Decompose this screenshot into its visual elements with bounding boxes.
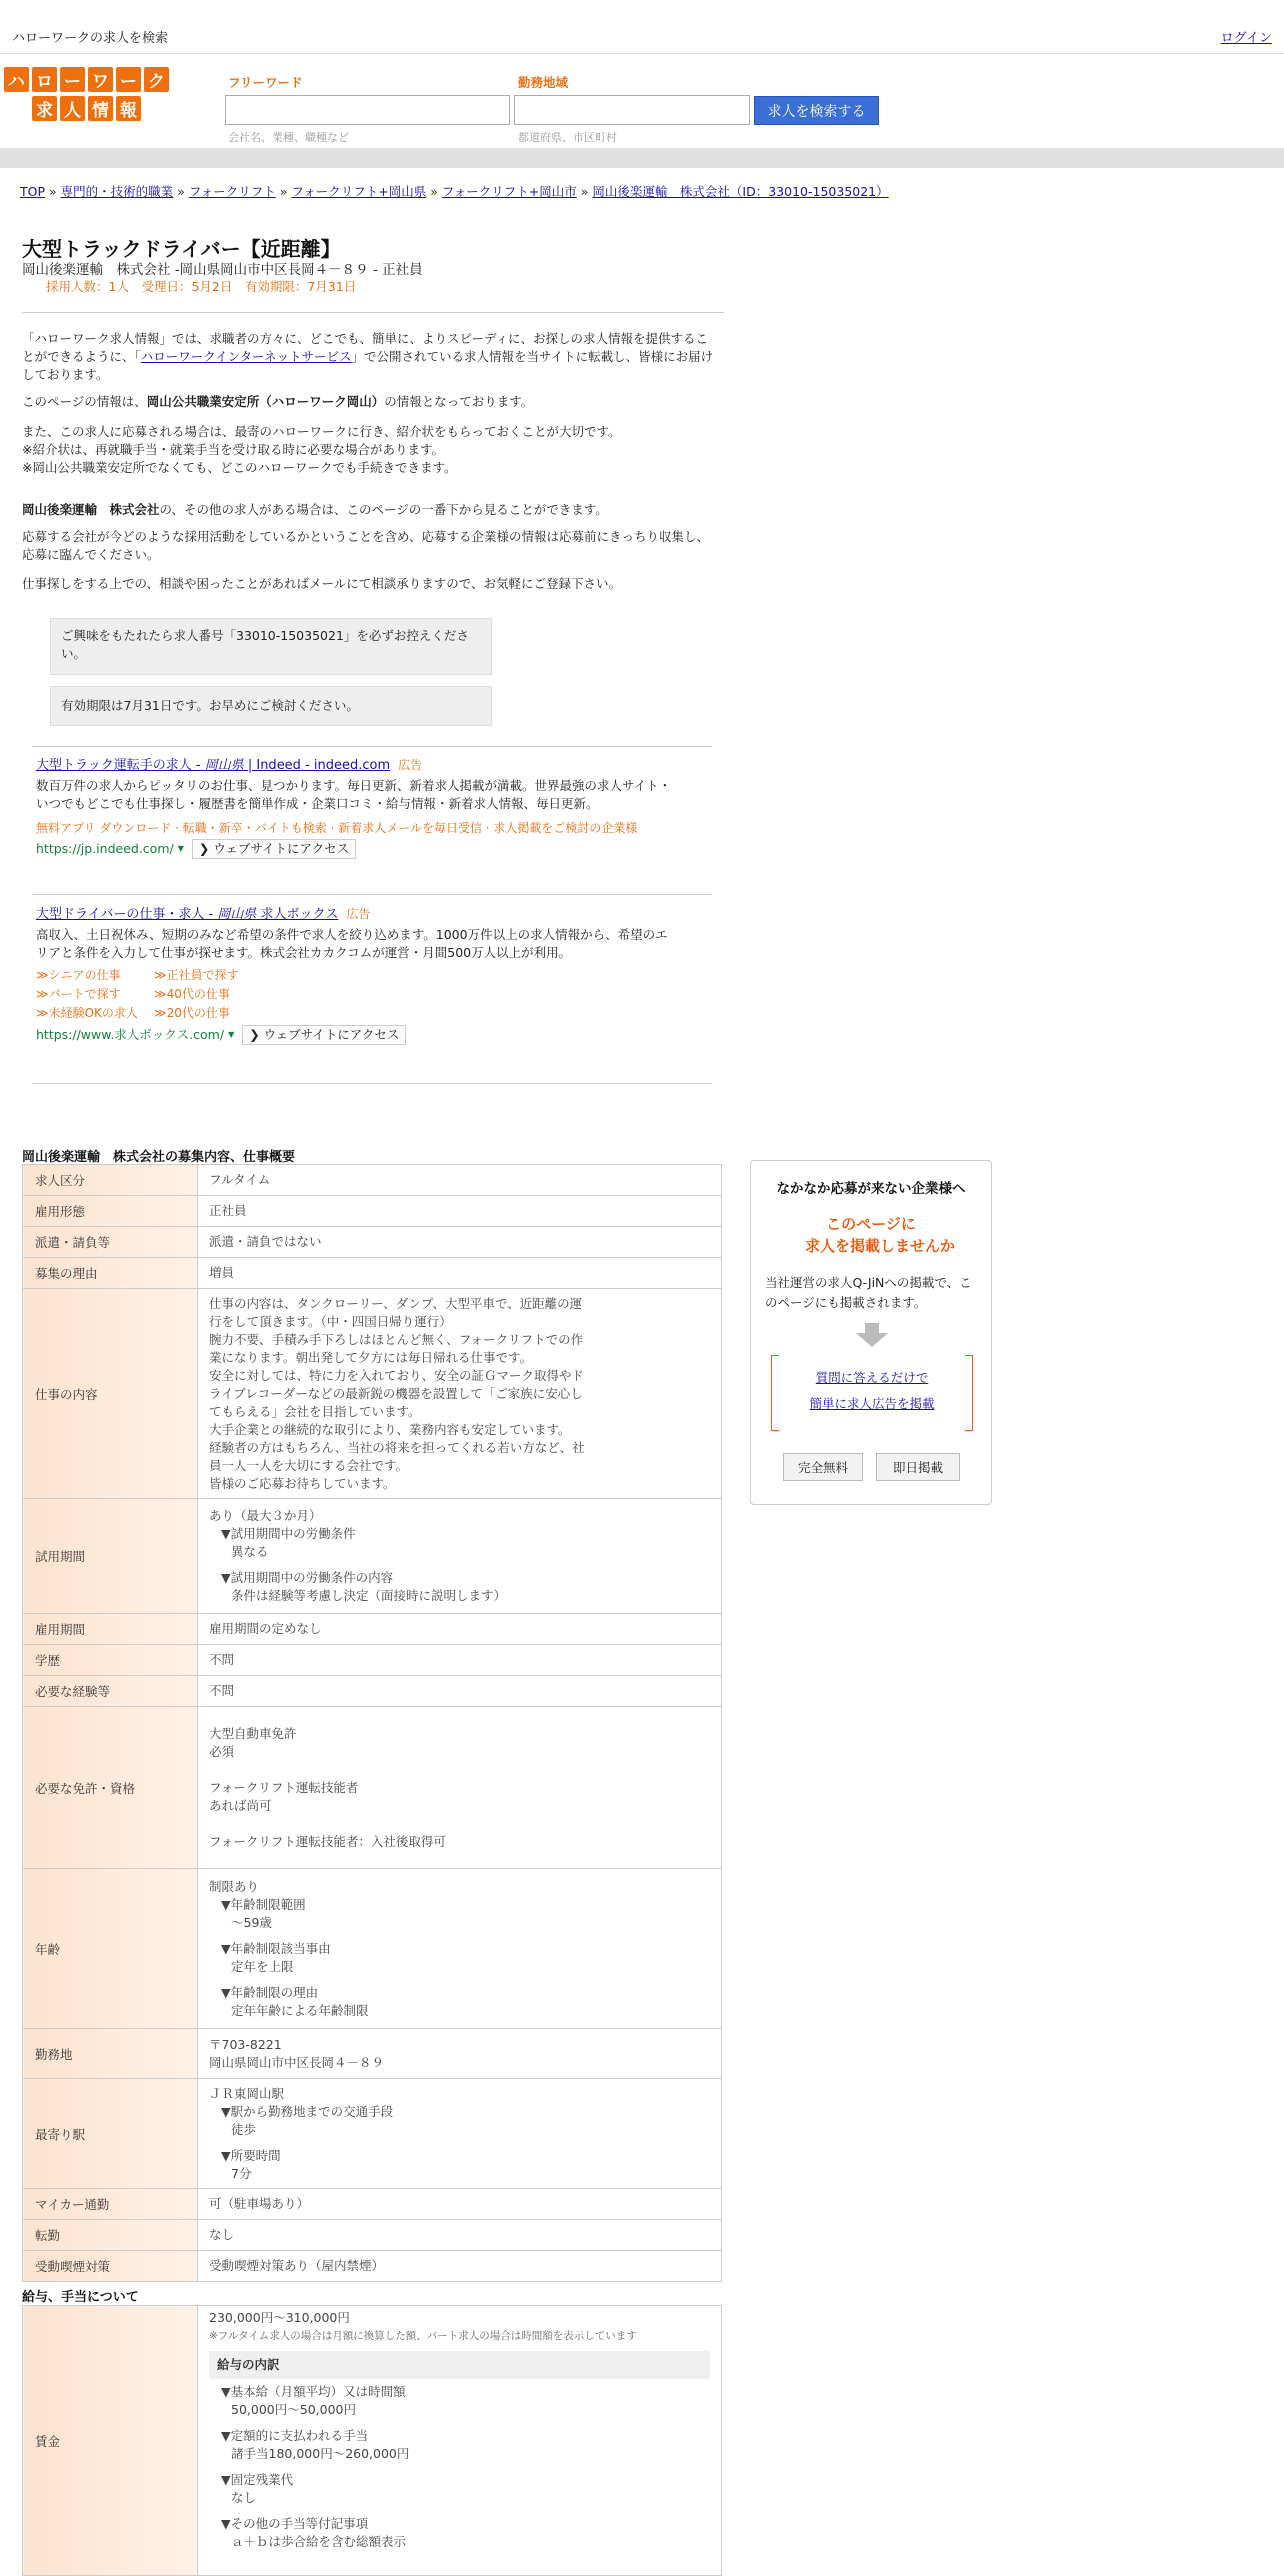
ad-sitelink[interactable]: ≫パートで探す bbox=[36, 987, 121, 1001]
freeword-input[interactable] bbox=[225, 95, 510, 125]
salary-note: ※フルタイム求人の場合は月額に換算した額、パート求人の場合は時間額を表示しています bbox=[209, 2330, 637, 2342]
table-row bbox=[23, 1707, 722, 1869]
search-button[interactable]: 求人を検索する bbox=[754, 96, 879, 125]
hellowork-internet-service-link[interactable]: ハローワークインターネットサービス bbox=[140, 349, 352, 364]
table-row bbox=[23, 1227, 722, 1258]
logo-char: ー bbox=[116, 67, 141, 92]
header-divider bbox=[0, 148, 1284, 168]
breadcrumb-link[interactable]: TOP bbox=[20, 184, 46, 199]
table-row bbox=[23, 1499, 722, 1614]
side-ad-links bbox=[771, 1355, 973, 1431]
row-label: 賃金 bbox=[23, 2306, 198, 2576]
ad-sitelinks[interactable]: 無料アプリ ダウンロード · 転職・新卒・バイトも検索 · 新着求人メールを毎日受信 · 求人掲載をご検討の企業様 bbox=[36, 821, 638, 835]
row-label: 募集の理由 bbox=[23, 1258, 198, 1289]
logo-char: 情 bbox=[88, 96, 113, 121]
ad-sitelink[interactable]: ≫シニアの仕事 bbox=[36, 968, 121, 982]
ad-sitelink[interactable]: ≫正社員で探す bbox=[154, 968, 239, 982]
breadcrumb: TOP » 専門的・技術的職業 » フォークリフト » フォークリフト+岡山県 » フォークリフト+岡山市 » 岡山後楽運輸 株式会社（ID：33010-15035021） bbox=[20, 184, 889, 199]
table-row bbox=[23, 1645, 722, 1676]
row-label: 受動喫煙対策 bbox=[23, 2251, 198, 2282]
logo-char: 求 bbox=[32, 96, 57, 121]
ad-badge: 広告 bbox=[346, 907, 371, 921]
table-row bbox=[23, 2306, 722, 2576]
table-row bbox=[23, 2189, 722, 2220]
login-link[interactable]: ログイン bbox=[1220, 31, 1272, 46]
table-row bbox=[23, 1165, 722, 1196]
job-number-notice: ご興味をもたれたら求人番号「33010-15035021」を必ずお控えください。 bbox=[50, 618, 492, 675]
salary-breakdown-header: 給与の内訳 bbox=[209, 2351, 710, 2379]
ad-url[interactable]: https://www.求人ボックス.com/ bbox=[36, 1027, 225, 1042]
row-label: マイカー通勤 bbox=[23, 2189, 198, 2220]
logo-char: ハ bbox=[4, 67, 29, 92]
ad-description: 数百万件の求人からピッタリのお仕事、見つかります。毎日更新、新着求人掲載が満載。世界最強の求人サイト・いつでもどこでも仕事探し・履歴書を簡単作成・企業口コミ・給与情報・新着求人情報、毎日更新。 bbox=[36, 778, 672, 811]
breadcrumb-link[interactable]: 専門的・技術的職業 bbox=[60, 184, 174, 199]
ad-description: 高収入、土日祝休み、短期のみなど希望の条件で求人を絞り込めます。1000万件以上の求人情報から、希望のエリアと条件を入力して仕事が探せます。株式会社カカクコムが運営・月間500万人以上が利用。 bbox=[36, 927, 668, 960]
row-label: 派遣・請負等 bbox=[23, 1227, 198, 1258]
intro-source: このページの情報は、岡山公共職業安定所（ハローワーク岡山）の情報となっております。 bbox=[22, 394, 534, 409]
logo-char: ワ bbox=[88, 67, 113, 92]
salary-title: 給与、手当について bbox=[22, 2290, 139, 2305]
company-line: 岡山後楽運輸 株式会社 -岡山県岡山市中区長岡４－８９ - 正社員 bbox=[22, 262, 423, 278]
logo-char: ロ bbox=[32, 67, 57, 92]
area-label: 勤務地域 bbox=[518, 75, 569, 90]
row-label: 年齢 bbox=[23, 1869, 198, 2029]
ad-title-link[interactable]: 大型ドライバーの仕事・求人 - 岡山県 求人ボックス bbox=[36, 907, 339, 922]
row-value: 制限あり ▼年齢制限範囲 〜59歳 ▼年齢制限該当事由 定年を上限 ▼年齢制限の理由 定年年齢による年齢制限 bbox=[198, 1869, 722, 2029]
side-ad-qjin bbox=[750, 1160, 992, 1505]
row-label: 勤務地 bbox=[23, 2029, 198, 2079]
row-value: 仕事の内容は、タンクローリー、ダンプ、大型平車で、近距離の運 行をして頂きます。（中・四国日帰り運行） 腕力不要、手積み手下ろしはほとんど無く、フォークリフトでの作 業になります。朝出発して夕方には毎日帰れる仕事です。 安全に対しては、特に力を入れており、安全の証Ｇマーク取得やド ライブレコーダーなどの最新鋭の機器を設置して「ご家族に安心し てもらえる」会社を目指しています。 大手企業との継続的な取引により、業務内容も安定しています。 経験者の方はもちろん、当社の将来を担ってくれる若い方など、社 員一人一人を大切にする会社です。 皆様のご応募お待ちしています。 bbox=[198, 1289, 722, 1499]
row-label: 学歴 bbox=[23, 1645, 198, 1676]
table-row bbox=[23, 2029, 722, 2079]
divider bbox=[32, 746, 712, 747]
row-label: 雇用期間 bbox=[23, 1614, 198, 1645]
table-row bbox=[23, 1289, 722, 1499]
row-label: 試用期間 bbox=[23, 1499, 198, 1614]
overview-title: 岡山後楽運輸 株式会社の募集内容、仕事概要 bbox=[22, 1150, 296, 1165]
salary-range: 230,000円〜310,000円 bbox=[209, 2310, 350, 2325]
ad-sitelinks bbox=[36, 966, 676, 1023]
intro-referral: また、この求人に応募される場合は、最寄のハローワークに行き、紹介状をもらっておくことが大切です。 ※紹介状は、再就職手当・就業手当を受け取る時に必要な場合があります。 ※岡山公共職業安定所でなくても、どこのハローワークでも手続きできます。 bbox=[22, 424, 621, 475]
intro-other-jobs: 岡山後楽運輸 株式会社の、その他の求人がある場合は、このページの一番下から見ることができます。 bbox=[22, 502, 608, 517]
job-title: 大型トラックドライバー【近距離】 bbox=[22, 237, 341, 261]
salary-table bbox=[22, 2305, 722, 2576]
side-ad-headline: このページに 求人を掲載しませんか bbox=[804, 1215, 955, 1255]
side-ad-body: 当社運営の求人Q-JiNへの掲載で、このページにも掲載されます。 bbox=[765, 1275, 972, 1310]
table-row bbox=[23, 1676, 722, 1707]
logo-char: ー bbox=[60, 67, 85, 92]
row-label: 転勤 bbox=[23, 2220, 198, 2251]
table-row bbox=[23, 1614, 722, 1645]
divider bbox=[32, 894, 712, 895]
table-row bbox=[23, 1258, 722, 1289]
ad-sitelink[interactable]: ≫20代の仕事 bbox=[154, 1006, 230, 1020]
row-value: 可（駐車場あり） bbox=[198, 2189, 722, 2220]
ad-kyujinbox bbox=[36, 905, 676, 1045]
search-header bbox=[0, 55, 1284, 147]
ad-title-link[interactable]: 大型トラック運転手の求人 - 岡山県 | Indeed - indeed.com bbox=[36, 758, 391, 773]
row-value: 受動喫煙対策あり（屋内禁煙） bbox=[198, 2251, 722, 2282]
intro-consult: 仕事探しをする上での、相談や困ったことがあればメールにて相談承りますので、お気軽にご登録下さい。 bbox=[22, 576, 622, 591]
row-value: ＪＲ東岡山駅 ▼駅から勤務地までの交通手段 徒歩 ▼所要時間 7分 bbox=[198, 2079, 722, 2189]
side-ad-title: なかなか応募が来ない企業様へ bbox=[776, 1181, 966, 1197]
corner-decoration bbox=[771, 1355, 779, 1363]
table-row bbox=[23, 1196, 722, 1227]
site-title: ハローワークの求人を検索 bbox=[12, 31, 169, 46]
hellowork-logo[interactable] bbox=[4, 67, 182, 125]
dropdown-caret-icon[interactable]: ▼ bbox=[228, 1030, 235, 1039]
ad-badge: 広告 bbox=[398, 758, 423, 772]
row-value: 〒703-8221 岡山県岡山市中区長岡４－８９ bbox=[198, 2029, 722, 2079]
row-label: 最寄り駅 bbox=[23, 2079, 198, 2189]
ad-url[interactable]: https://jp.indeed.com/ bbox=[36, 841, 174, 856]
visit-website-button[interactable]: ❯ ウェブサイトにアクセス bbox=[242, 1025, 406, 1045]
job-overview-table bbox=[22, 1164, 722, 2282]
row-label: 必要な免許・資格 bbox=[23, 1707, 198, 1869]
row-value: 230,000円〜310,000円 ※フルタイム求人の場合は月額に換算した額、パート求人の場合は時間額を表示しています 給与の内訳 ▼基本給（月額平均）又は時間額 50,000円〜50,000円 ▼定額的に支払われる手当 諸手当180,000円〜260,000円 ▼固定残業代 なし ▼その他の手当等付記事項 ａ＋ｂは歩合給を含む総額表示 bbox=[198, 2306, 722, 2576]
logo-char: 報 bbox=[116, 96, 141, 121]
row-value: なし bbox=[198, 2220, 722, 2251]
breadcrumb-link[interactable]: フォークリフト bbox=[188, 184, 276, 199]
breadcrumb-link[interactable]: フォークリフト+岡山県 bbox=[291, 184, 427, 199]
table-row bbox=[23, 1869, 722, 2029]
intro-paragraph: 「ハローワーク求人情報」では、求職者の方々に、どこでも、簡単に、よりスピーディに、お探しの求人情報を提供することができるように、「ハローワークインターネットサービス」で公開されている求人情報を当サイトに転載し、皆様にお届けしております。 bbox=[22, 331, 714, 382]
table-row bbox=[23, 2251, 722, 2282]
freeword-label: フリーワード bbox=[228, 75, 303, 90]
row-value: あり（最大３か月） ▼試用期間中の労働条件 異なる ▼試用期間中の労働条件の内容 条件は経験等考慮し決定（面接時に説明します） bbox=[198, 1499, 722, 1614]
visit-website-button[interactable]: ❯ ウェブサイトにアクセス bbox=[192, 839, 356, 859]
row-value: 大型自動車免許 必須 フォークリフト運転技能者 あれば尚可 フォークリフト運転技能者：入社後取得可 bbox=[198, 1707, 722, 1869]
arrow-down-icon bbox=[856, 1323, 888, 1347]
same-day-button[interactable]: 即日掲載 bbox=[876, 1453, 960, 1481]
area-input[interactable] bbox=[514, 95, 750, 125]
row-value: 増員 bbox=[198, 1258, 722, 1289]
corner-decoration bbox=[771, 1423, 779, 1431]
row-label: 必要な経験等 bbox=[23, 1676, 198, 1707]
top-bar bbox=[0, 0, 1284, 54]
divider bbox=[32, 1083, 712, 1084]
row-label: 雇用形態 bbox=[23, 1196, 198, 1227]
area-hint: 都道府県、市区町村 bbox=[518, 131, 617, 144]
side-ad-link[interactable]: 質問に答えるだけで bbox=[815, 1370, 929, 1385]
row-label: 仕事の内容 bbox=[23, 1289, 198, 1499]
divider bbox=[22, 312, 724, 313]
corner-decoration bbox=[965, 1423, 973, 1431]
free-button[interactable]: 完全無料 bbox=[783, 1453, 863, 1481]
job-meta: 採用人数：1人 受理日：5月2日 有効期限：7月31日 bbox=[46, 279, 357, 294]
intro-advice: 応募する会社が今どのような採用活動をしているかということを含め、応募する企業様の情報は応募前にきっちり収集し、応募に臨んでください。 bbox=[22, 529, 710, 562]
breadcrumb-link[interactable]: フォークリフト+岡山市 bbox=[441, 184, 577, 199]
table-row bbox=[23, 2220, 722, 2251]
ad-sitelink[interactable]: ≫40代の仕事 bbox=[154, 987, 230, 1001]
dropdown-caret-icon[interactable]: ▼ bbox=[177, 844, 184, 853]
side-ad-link[interactable]: 簡単に求人広告を掲載 bbox=[809, 1396, 935, 1411]
corner-decoration bbox=[965, 1355, 973, 1363]
row-value: 不問 bbox=[198, 1645, 722, 1676]
row-value: 派遣・請負ではない bbox=[198, 1227, 722, 1258]
logo-char: ク bbox=[144, 67, 169, 92]
breadcrumb-link[interactable]: 岡山後楽運輸 株式会社（ID：33010-15035021） bbox=[592, 184, 889, 199]
row-value: 正社員 bbox=[198, 1196, 722, 1227]
ad-indeed bbox=[36, 756, 676, 859]
logo-char: 人 bbox=[60, 96, 85, 121]
deadline-notice: 有効期限は7月31日です。お早めにご検討ください。 bbox=[50, 686, 492, 726]
row-value: 不問 bbox=[198, 1676, 722, 1707]
row-value: 雇用期間の定めなし bbox=[198, 1614, 722, 1645]
freeword-hint: 会社名、業種、職種など bbox=[228, 131, 349, 144]
ad-sitelink[interactable]: ≫未経験OKの求人 bbox=[36, 1006, 138, 1020]
row-label: 求人区分 bbox=[23, 1165, 198, 1196]
table-row bbox=[23, 2079, 722, 2189]
row-value: フルタイム bbox=[198, 1165, 722, 1196]
